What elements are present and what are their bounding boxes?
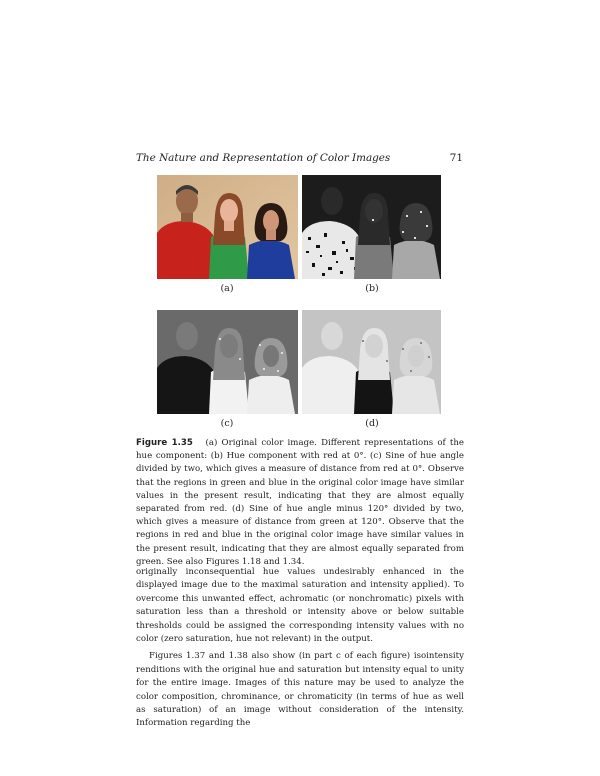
page-number: 71 — [449, 152, 463, 164]
sine-hue-red-image — [157, 310, 298, 414]
panel-label-a: (a) — [220, 283, 234, 294]
color-photo-three-people — [157, 175, 298, 279]
hue-component-image — [302, 175, 441, 279]
panel-label-c: (c) — [220, 418, 234, 429]
figure-caption — [136, 437, 464, 569]
caption-text: (a) Original color image. Different representations of the hue component: (b) Hue component with red at 0°. (c) Sine of hue angle divided by two, which gives a measure of distance from red at 0°. Observe that the regions in green and blue in the original color image have similar values in the present result, indicating that they are almost equally separated from red. (d) Sine of hue angle minus 120° divided by two, which gives a measure of distance from green at 120°. Observe that the regions in red and blue in the original color image have similar values in the present result, indicating that they are almost equally separated from green. See also Figures 1.18 and 1.34. — [136, 438, 465, 567]
panel-label-d: (d) — [365, 418, 379, 429]
panel-label-b: (b) — [365, 283, 379, 294]
chapter-title: The Nature and Representation of Color Images — [136, 152, 391, 164]
figure-panel-b — [302, 175, 441, 294]
figure-panel-d — [302, 310, 441, 429]
figure-panel-c — [157, 310, 298, 429]
sine-hue-green-image — [302, 310, 441, 414]
body-text — [136, 566, 464, 731]
running-header — [136, 152, 463, 164]
body-paragraph-2: Figures 1.37 and 1.38 also show (in part c of each figure) isointensity renditions with the original hue and saturation but intensity equal to unity for the entire image. Images of this nature may be used to analyze the color composition, chrominance, or chromaticity (in terms of hue as well as saturation) of an image without consideration of the intensity. Information regarding the — [136, 651, 464, 729]
body-paragraph-1: originally inconsequential hue values undesirably enhanced in the displayed image due to the maximal saturation and intensity applied). To overcome this unwanted effect, achromatic (or nonchromatic) pixels with saturation less than a threshold or intensity above or below suitable thresholds could be assigned the corresponding intensity values with no color (zero saturation, hue not relevant) in the output. — [136, 567, 464, 645]
figure-panel-a — [157, 175, 298, 294]
caption-label: Figure 1.35 — [136, 438, 193, 448]
